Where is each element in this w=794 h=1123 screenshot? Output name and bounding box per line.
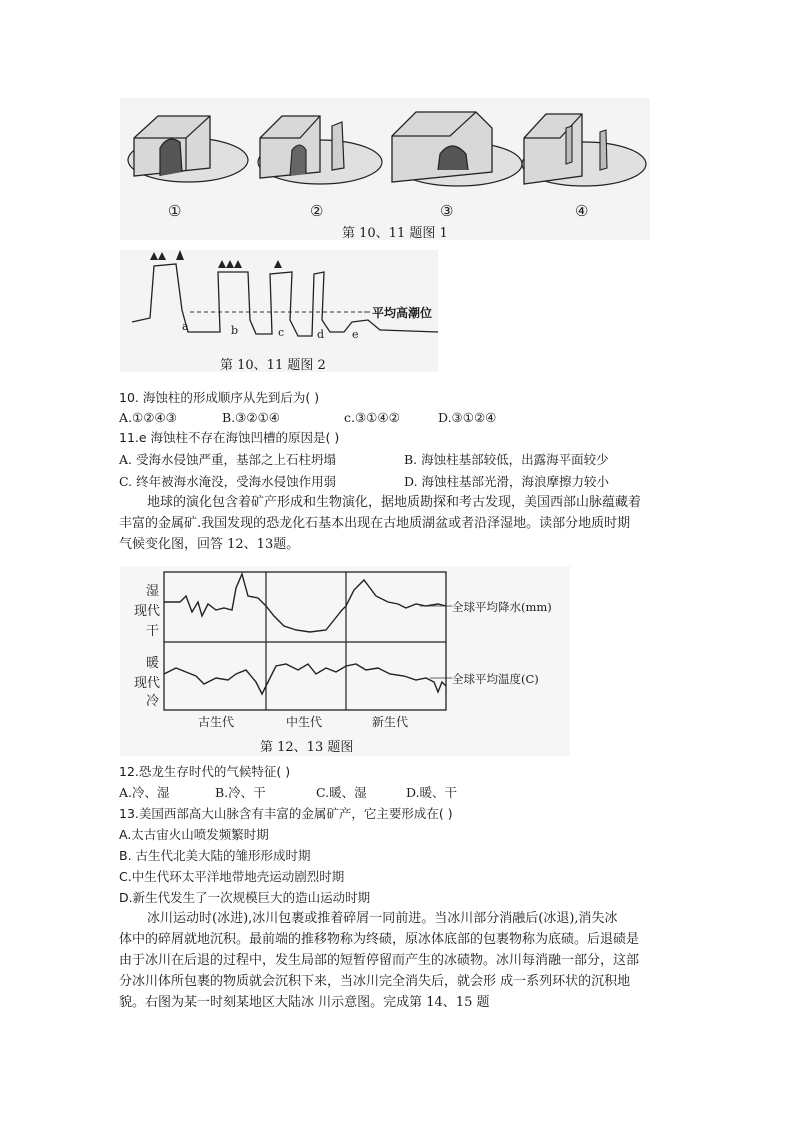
label-modern-top: 现代 — [134, 604, 161, 619]
q13-option-d[interactable]: D.新生代发生了一次规模巨大的造山运动时期 — [119, 890, 371, 905]
passage-2-line-2: 体中的碎屑就地沉积。最前端的推移物称为终碛，原冰体底部的包裹物称为底碛。后退碛是 — [119, 932, 640, 947]
q10-option-d[interactable]: D.③①②④ — [438, 410, 497, 425]
passage-2-line-5: 貌。右图为某一时刻某地区大陆冰 川示意图。完成第 14、15 题 — [119, 995, 490, 1010]
q13-option-c[interactable]: C.中生代环太平洋地带地壳运动剧烈时期 — [119, 869, 345, 884]
panel-4-sketch — [522, 114, 646, 186]
label-wet: 湿 — [146, 584, 160, 599]
precipitation-curve — [164, 574, 446, 632]
figure-3-drawing — [120, 566, 570, 756]
figure-3-caption: 第 12、13 题图 — [260, 740, 354, 755]
label-warm: 暖 — [146, 656, 160, 671]
tide-label: 平均高潮位 — [372, 306, 433, 320]
point-c: c — [278, 326, 285, 339]
label-modern-bottom: 现代 — [134, 676, 161, 691]
point-d: d — [317, 328, 325, 341]
q12-option-b[interactable]: B.冷、干 — [215, 785, 266, 800]
q13-option-b[interactable]: B. 古生代北美大陆的雏形形成时期 — [119, 848, 311, 863]
label-dry: 干 — [146, 624, 160, 639]
figure-1-drawing — [120, 98, 650, 240]
q10-option-a[interactable]: A.①②④③ — [119, 410, 177, 425]
passage-2-line-1: 冰川运动时(冰进),冰川包裹或推着碎屑一同前进。当冰川部分消融后(冰退),消失冰 — [147, 911, 618, 926]
q12-option-a[interactable]: A.冷、湿 — [119, 785, 170, 800]
era-cenozoic: 新生代 — [372, 715, 409, 729]
q12-option-d[interactable]: D.暖、干 — [406, 785, 458, 800]
passage-2-line-3: 由于冰川在后退的过程中，发生局部的短暂停留而产生的冰碛物。冰川每消融一部分，这部 — [119, 953, 640, 968]
q10-option-c[interactable]: c.③①④② — [344, 410, 400, 425]
point-a: a — [182, 320, 189, 333]
q13-option-a[interactable]: A.太古宙火山喷发频繁时期 — [119, 827, 269, 842]
passage-2-line-4: 分冰川体所包裹的物质就会沉积下来，当冰川完全消失后，就会形 成一系列环状的沉积地 — [119, 974, 631, 989]
figure-1-label-4: ④ — [575, 202, 589, 220]
q11-option-b[interactable]: B. 海蚀柱基部较低，出露海平面较少 — [404, 452, 609, 467]
panel-3-sketch — [392, 112, 522, 186]
q11-option-a[interactable]: A. 受海水侵蚀严重，基部之上石柱坍塌 — [119, 452, 336, 467]
point-e: e — [352, 328, 359, 341]
label-cold: 冷 — [146, 694, 160, 709]
figure-1-sea-stack-evolution — [120, 98, 650, 240]
figure-1-label-1: ① — [168, 202, 182, 220]
q10-option-b[interactable]: B.③②①④ — [222, 410, 280, 425]
figure-3-climate-chart — [120, 566, 570, 756]
figure-1-caption: 第 10、11 题图 1 — [342, 226, 448, 241]
figure-2-sea-stack-profile — [120, 250, 438, 372]
tree-icons — [150, 250, 282, 268]
point-b: b — [231, 324, 239, 337]
q13-stem: 13.美国西部高大山脉含有丰富的金属矿产，它主要形成在( ) — [119, 806, 453, 821]
q11-stem: 11.e 海蚀柱不存在海蚀凹槽的原因是( ) — [119, 430, 340, 445]
figure-1-label-3: ③ — [440, 202, 454, 220]
panel-1-sketch — [128, 116, 248, 182]
q12-stem: 12.恐龙生存时代的气候特征( ) — [119, 764, 291, 779]
series-precipitation-label: 全球平均降水(mm) — [452, 600, 552, 614]
q11-option-d[interactable]: D. 海蚀柱基部光滑，海浪摩擦力较小 — [404, 474, 610, 489]
q12-option-c[interactable]: C.暖、湿 — [316, 785, 367, 800]
era-paleozoic: 古生代 — [198, 715, 235, 729]
figure-1-label-2: ② — [310, 202, 324, 220]
passage-1-line-3: 气候变化图，回答 12、13题。 — [119, 537, 300, 552]
series-temperature-label: 全球平均温度(C) — [452, 672, 539, 686]
passage-1-line-1: 地球的演化包含着矿产形成和生物演化，据地质勘探和考古发现，美国西部山脉蕴藏着 — [147, 495, 642, 510]
figure-2-caption: 第 10、11 题图 2 — [220, 358, 326, 373]
q11-option-c[interactable]: C. 终年被海水淹没，受海水侵蚀作用弱 — [119, 474, 337, 489]
passage-1-line-2: 丰富的金属矿.我国发现的恐龙化石基本出现在古地质湖盆或者沿泽湿地。读部分地质时期 — [119, 516, 631, 531]
panel-2-sketch — [258, 116, 382, 184]
era-mesozoic: 中生代 — [286, 715, 323, 729]
q10-stem: 10. 海蚀柱的形成顺序从先到后为( ) — [119, 390, 320, 405]
temperature-curve — [164, 664, 446, 694]
